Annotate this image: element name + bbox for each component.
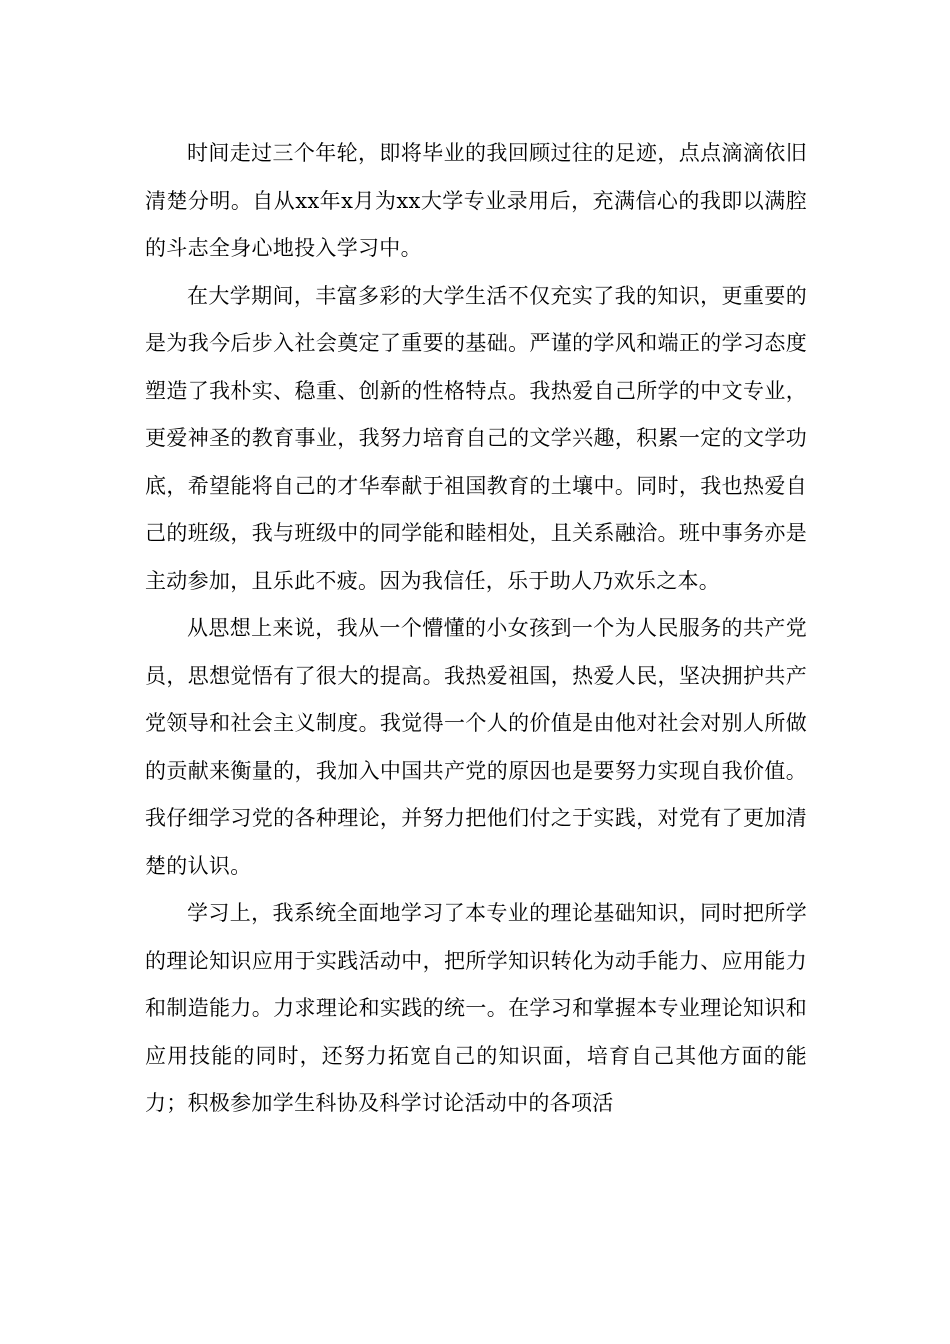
document-body	[145, 130, 807, 1128]
paragraph-3: 从思想上来说，我从一个懵懂的小女孩到一个为人民服务的共产党员，思想觉悟有了很大的提高。我热爱祖国，热爱人民，坚决拥护共产党领导和社会主义制度。我觉得一个人的价值是由他对社会对别人所做的贡献来衡量的，我加入中国共产党的原因也是要努力实现自我价值。我仔细学习党的各种理论，并努力把他们付之于实践，对党有了更加清楚的认识。	[145, 616, 807, 878]
paragraph-1: 时间走过三个年轮，即将毕业的我回顾过往的足迹，点点滴滴依旧清楚分明。自从xx年x月为xx大学专业录用后，充满信心的我即以满腔的斗志全身心地投入学习中。	[145, 141, 807, 260]
paragraph-4: 学习上，我系统全面地学习了本专业的理论基础知识，同时把所学的理论知识应用于实践活动中，把所学知识转化为动手能力、应用能力和制造能力。力求理论和实践的统一。在学习和掌握本专业理论知识和应用技能的同时，还努力拓宽自己的知识面，培育自己其他方面的能力；积极参加学生科协及科学讨论活动中的各项活	[145, 901, 807, 1115]
paragraph-2: 在大学期间，丰富多彩的大学生活不仅充实了我的知识，更重要的是为我今后步入社会奠定了重要的基础。严谨的学风和端正的学习态度塑造了我朴实、稳重、创新的性格特点。我热爱自己所学的中文专业，更爱神圣的教育事业，我努力培育自己的文学兴趣，积累一定的文学功底，希望能将自己的才华奉献于祖国教育的土壤中。同时，我也热爱自己的班级，我与班级中的同学能和睦相处，且关系融洽。班中事务亦是主动参加，且乐此不疲。因为我信任，乐于助人乃欢乐之本。	[145, 283, 807, 593]
